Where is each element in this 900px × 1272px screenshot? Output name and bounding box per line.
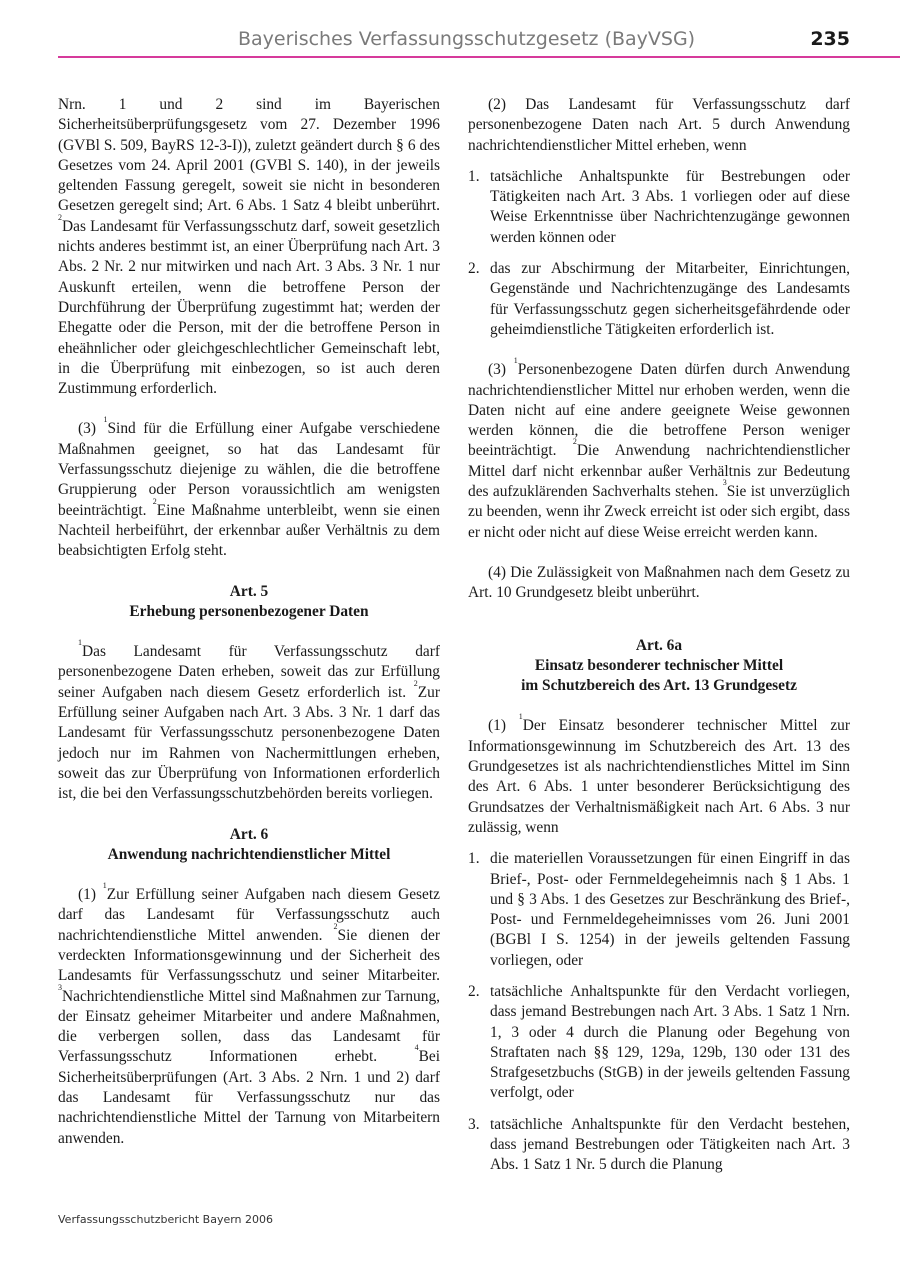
article-number: Art. 6a [635,636,683,654]
article-6-paragraph-4: (4) Die Zulässigkeit von Maßnahmen nach dem Gesetz zu Art. 10 Grundgesetz bleibt unberührt. [468,563,850,602]
list-item: 2. das zur Abschirmung der Mitarbeiter, Einrichtungen, Gegenstände und Nachrichtenzugänge des Landesamts für Verfassungsschutz gegen sicherheitsgefährdende oder geheimdienstliche Tätigkeiten erforderlich ist. [468,260,850,338]
article-5-heading [58,582,440,623]
article-5-text: $^1$Das Landesamt für Verfassungsschutz darf personenbezogene Daten erheben, soweit das zur Erfüllung seiner Aufgaben nach diesem Gesetz erforderlich ist. $^2$Zur Erfüllung seiner Aufgaben nach Art. 3 Abs. 3 Nr. 1 darf das Landesamt für Verfassungsschutz personenbezogene Daten jedoch nur im Rahmen von Nachermittlungen erheben, soweit das zur Überprüfung von Informationen erforderlich ist, die bei den Verfassungsschutzbehörden bereits vorliegen. [58,638,440,803]
sentence-number: 2 [152,496,157,506]
article-number: Art. 5 [229,582,269,600]
article-title: Anwendung nachrichtendienstlicher Mittel [107,845,391,863]
list-item: 3. tatsächliche Anhaltspunkte für den Verdacht bestehen, dass jemand Bestrebungen oder Tätigkeiten nach Art. 3 Abs. 1 Satz 1 Nr. 5 durch die Planung [468,1115,850,1174]
list-item: 1. die materiellen Voraussetzungen für einen Eingriff in das Brief-, Post- oder Fernmeldegeheimnis nach § 1 Abs. 1 und § 3 Abs. 1 des Gesetzes zur Beschränkung des Brief-, Post- und Fernmeldegeheimnisses vom 26. Juni 2001 (BGBl I S. 1254) in der jeweils geltenden Fassung vorliegen, oder [468,850,850,969]
article-6-paragraph-2: (2) Das Landesamt für Verfassungsschutz darf personenbezogene Daten nach Art. 5 durch Anwendung nachrichtendienstlicher Mittel erheben, wenn [468,96,850,154]
list-item: 2. tatsächliche Anhaltspunkte für den Verdacht vorliegen, dass jemand Bestrebungen nach Art. 3 Abs. 1 Satz 1 Nrn. 1, 3 oder 4 durch die Planung oder Begehung von Straftaten nach §§ 129, 129a, 129b, 130 oder 131 des Strafgesetzbuchs (StGB) in der jeweils geltenden Fassung verfolgt, oder [468,982,850,1102]
paragraph-2-list [468,167,850,340]
article-6-paragraph-1: (1) $^1$Zur Erfüllung seiner Aufgaben nach diesem Gesetz darf das Landesamt für Verfassungsschutz auch nachrichtendienstliche Mittel anwenden. $^2$Sie dienen der verdeckten Informationsgewinnung und der Sicherheit des Landesamts für Verfassungsschutz und seiner Mitarbeiter. $^3$Nachrichtendienstliche Mittel sind Maßnahmen zur Tarnung, der Einsatz geheimer Mitarbeiter und andere Maßnahmen, die verbergen sollen, dass das Landesamt für Verfassungsschutz Informationen erhebt. $^4$Bei Sicherheitsüberprüfungen (Art. 3 Abs. 2 Nrn. 1 und 2) darf das Landesamt für Verfassungsschutz nur das nachrichtendienstliche Mittel der Tarnung von Mitarbeitern anwenden. [58,881,440,1147]
sentence-number: 1 [518,712,523,722]
list-item: 1. tatsächliche Anhaltspunkte für Bestrebungen oder Tätigkeiten nach Art. 3 Abs. 1 vorliegen oder auf diese Weise Erkenntnisse über Nachrichtenzugänge gewonnen werden können oder [468,167,850,246]
sentence-number: 1 [78,638,82,648]
article-title-line-1: Einsatz besonderer technischer Mittel [534,656,784,674]
sentence-number: 4 [414,1043,419,1053]
article-title-line-2: im Schutzbereich des Art. 13 Grundgesetz [521,677,797,695]
sentence-number: 2 [413,678,418,688]
article-6-paragraph-3: (3) $^1$Personenbezogene Daten dürfen durch Anwendung nachrichtendienstlicher Mittel nur erhoben werden, wenn die Daten nicht auf eine andere geeignete Weise gewonnen werden können, die die betroffene Person weniger beeinträchtigt. $^2$Die Anwendung nachrichtendienstlicher Mittel darf nicht erkennbar außer Verhältnis zur Bedeutung des aufzuklärenden Sachverhalts stehen. $^3$Sie ist unverzüglich zu beenden, wenn ihr Zweck erreicht ist oder sich ergibt, dass er nicht oder nicht auf diese Weise erreicht werden kann. [468,356,850,541]
sentence-number: 2 [58,212,62,222]
sentence-number: 1 [103,415,108,425]
running-header-title: Bayerisches Verfassungsschutzgesetz (BayVSG) [238,28,696,50]
article-number: Art. 6 [229,825,269,843]
page-number: 235 [810,28,850,50]
sentence-number: 3 [58,982,62,992]
header-rule [58,56,900,58]
sentence-number: 1 [102,881,107,891]
article-title: Erhebung personenbezogener Daten [129,602,369,620]
paragraph-3: (3) $^1$Sind für die Erfüllung einer Aufgabe verschiedene Maßnahmen geeignet, so hat das Landesamt für Verfassungsschutz diejenige zu wählen, die die betroffene Gruppierung oder Person voraussichtlich am wenigsten beeinträchtigt. $^2$Eine Maßnahme unterbleibt, wenn sie einen Nachteil herbeiführt, der erkennbar außer Verhältnis zu dem beabsichtigten Erfolg steht. [58,415,440,560]
left-column [58,95,440,1169]
article-6-heading [58,825,440,866]
sentence-number: 2 [333,921,338,931]
article-6a-paragraph-1: (1) $^1$Der Einsatz besonderer technischer Mittel zur Informationsgewinnung im Schutzbereich des Art. 13 des Grundgesetzes ist als nachrichtendienstliches Mittel im Sinn des Art. 6 Abs. 1 unter besonderer Berücksichtigung des Grundsatzes der Verhaltnismäßigkeit nach Art. 6 Abs. 3 nur zulässig, wenn [468,712,850,836]
article-6a-list [468,849,850,1175]
sentence-number: 2 [572,437,577,447]
page-footer: Verfassungsschutzbericht Bayern 2006 [58,1213,274,1226]
sentence-number: 3 [722,478,727,488]
article-6a-heading [468,636,850,697]
continued-paragraph: Nrn. 1 und 2 sind im Bayerischen Sicherheitsüberprüfungsgesetz vom 27. Dezember 1996 (GVBl S. 509, BayRS 12-3-I)), zuletzt geändert durch § 6 des Gesetzes vom 24. April 2001 (GVBl S. 140), in der jeweils geltenden Fassung geregelt, soweit sie nicht in besonderen Gesetzen geregelt sind; Art. 6 Abs. 1 Satz 4 bleibt unberührt. $^2$Das Landesamt für Verfassungsschutz darf, soweit gesetzlich nichts anderes bestimmt ist, an einer Überprüfung nach Art. 3 Abs. 2 Nr. 2 nur mitwirken und nach Art. 3 Abs. 3 Nr. 1 nur Auskunft erteilen, wenn die betroffene Person der Durchführung der Überprüfung zugestimmt hat; werden der Ehegatte oder die Person, mit der die betroffene Person in eheähnlicher oder gleichgeschlechtlicher Gemeinschaft lebt, in die Überprüfung mit einbezogen, so ist auch deren Zustimmung erforderlich. [58,96,440,398]
right-column [468,95,850,1196]
sentence-number: 1 [513,356,518,366]
